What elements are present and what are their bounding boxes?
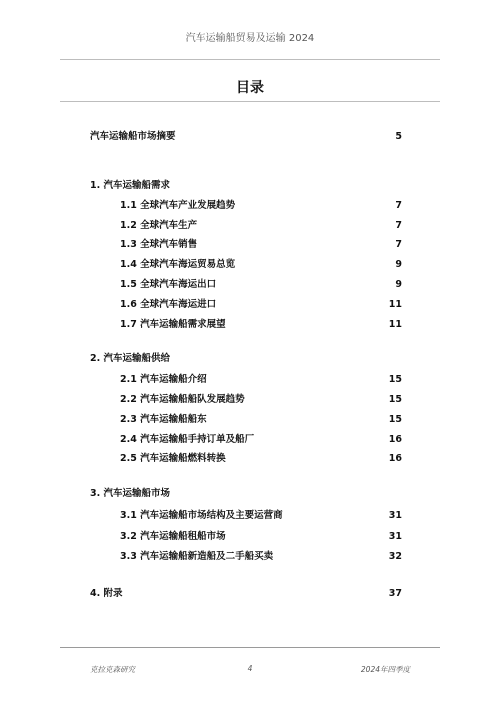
footer-rule <box>60 647 440 648</box>
toc-entry-label: 2.5 汽车运输船燃料转换 <box>120 453 226 464</box>
toc-entry-appendix[interactable] <box>90 587 402 601</box>
toc-entry-label: 2.1 汽车运输船介绍 <box>120 374 207 385</box>
toc-entry-page: 15 <box>388 374 402 385</box>
toc-entry-page: 9 <box>395 279 402 290</box>
toc-entry-page: 7 <box>395 220 402 231</box>
toc-entry-2-3[interactable] <box>120 413 402 427</box>
toc-entry-label: 1.5 全球汽车海运出口 <box>120 279 217 290</box>
toc-entry-page: 37 <box>388 588 402 599</box>
toc-entry-2-1[interactable] <box>120 373 402 387</box>
toc-entry-page: 31 <box>388 510 402 521</box>
footer-edition: 2024年四季度 <box>360 665 410 674</box>
page-header: 汽车运输船贸易及运输 2024 <box>185 33 315 44</box>
toc-entry-page: 16 <box>388 434 402 445</box>
toc-entry-summary[interactable] <box>90 130 402 144</box>
toc-section-3[interactable] <box>90 487 402 501</box>
toc-entry-page: 7 <box>395 239 402 250</box>
toc-entry-label: 2.3 汽车运输船船东 <box>120 414 207 425</box>
toc-entry-label: 2.2 汽车运输船船队发展趋势 <box>120 394 245 405</box>
toc-section-2[interactable] <box>90 352 402 366</box>
toc-entry-page: 9 <box>395 259 402 270</box>
toc-entry-label: 2.4 汽车运输船手持订单及船厂 <box>120 434 255 445</box>
toc-section-label: 2. 汽车运输船供给 <box>90 353 171 364</box>
toc-entry-1-5[interactable] <box>120 278 402 292</box>
footer-publisher: 克拉克森研究 <box>90 665 135 674</box>
toc-entry-label: 1.3 全球汽车销售 <box>120 239 198 250</box>
toc-entry-page: 32 <box>388 551 402 562</box>
toc-entry-label: 1.1 全球汽车产业发展趋势 <box>120 200 236 211</box>
toc-entry-label: 1.2 全球汽车生产 <box>120 220 198 231</box>
toc-entry-label: 1.7 汽车运输船需求展望 <box>120 319 226 330</box>
toc-entry-2-2[interactable] <box>120 393 402 407</box>
toc-entry-page: 5 <box>395 131 402 142</box>
toc-entry-3-2[interactable] <box>120 530 402 544</box>
toc-entry-page: 11 <box>388 319 402 330</box>
toc-entry-page: 7 <box>395 200 402 211</box>
toc-entry-1-4[interactable] <box>120 258 402 272</box>
toc-entry-label: 1.4 全球汽车海运贸易总览 <box>120 259 236 270</box>
toc-section-label: 3. 汽车运输船市场 <box>90 488 171 499</box>
toc-entry-page: 16 <box>388 453 402 464</box>
toc-section-label: 1. 汽车运输船需求 <box>90 180 171 191</box>
toc-entry-label: 1.6 全球汽车海运进口 <box>120 299 217 310</box>
toc-entry-label: 3.2 汽车运输船租船市场 <box>120 531 226 542</box>
toc-entry-page: 15 <box>388 394 402 405</box>
toc-entry-3-3[interactable] <box>120 550 402 564</box>
toc-section-1[interactable] <box>90 179 402 193</box>
footer-page-number: 4 <box>247 664 253 673</box>
toc-entry-page: 11 <box>388 299 402 310</box>
toc-entry-1-2[interactable] <box>120 219 402 233</box>
toc-entry-page: 31 <box>388 531 402 542</box>
toc-entry-label: 汽车运输船市场摘要 <box>90 131 176 142</box>
toc-entry-1-7[interactable] <box>120 318 402 332</box>
toc-entry-1-1[interactable] <box>120 199 402 213</box>
toc-entry-2-4[interactable] <box>120 433 402 447</box>
toc-entry-2-5[interactable] <box>120 452 402 466</box>
toc-entry-label: 3.1 汽车运输船市场结构及主要运营商 <box>120 510 283 521</box>
toc-entry-3-1[interactable] <box>120 509 402 523</box>
page-title: 目录 <box>236 80 264 96</box>
toc-entry-label: 3.3 汽车运输船新造船及二手船买卖 <box>120 551 274 562</box>
toc-entry-label: 4. 附录 <box>90 588 123 599</box>
toc-entry-page: 15 <box>388 414 402 425</box>
toc-entry-1-6[interactable] <box>120 298 402 312</box>
toc-entry-1-3[interactable] <box>120 238 402 252</box>
